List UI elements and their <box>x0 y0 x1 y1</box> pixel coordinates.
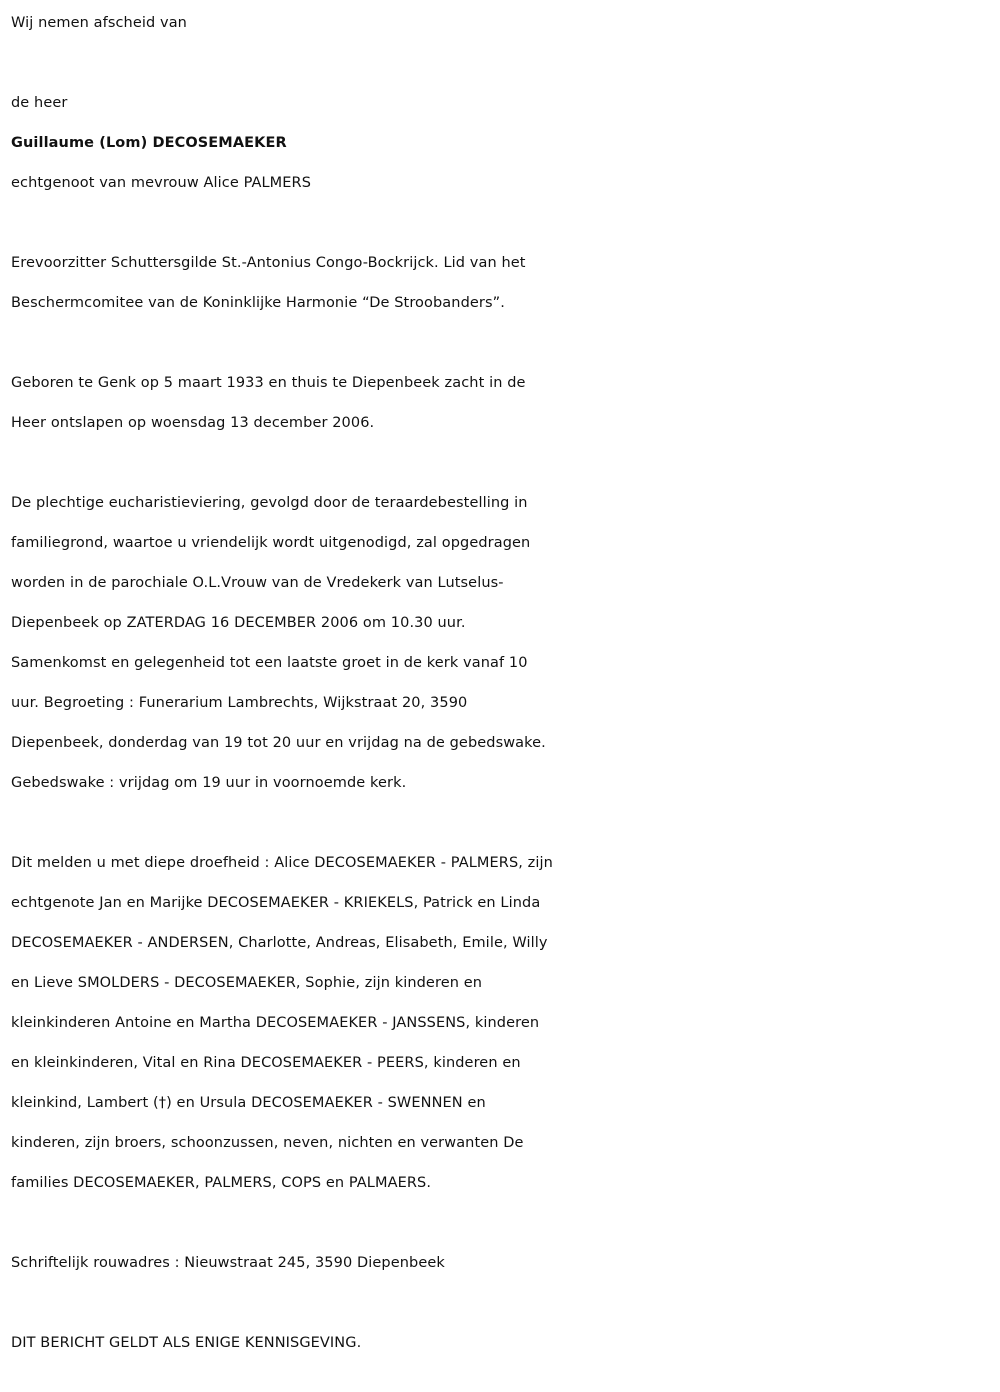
spacer <box>11 323 996 363</box>
birth-death-paragraph <box>11 363 996 443</box>
family-line: Dit melden u met diepe droefheid : Alice DECOSEMAEKER - PALMERS, zijn <box>11 855 553 871</box>
title-prefix: de heer <box>11 95 68 111</box>
ceremony-line: Gebedswake : vrijdag om 19 uur in voornoemde kerk. <box>11 775 407 791</box>
spacer <box>11 43 996 83</box>
ceremony-line: Diepenbeek op ZATERDAG 16 DECEMBER 2006 om 10.30 uur. <box>11 615 466 631</box>
family-line: DECOSEMAEKER - ANDERSEN, Charlotte, Andreas, Elisabeth, Emile, Willy <box>11 935 548 951</box>
spacer <box>11 1283 996 1323</box>
ceremony-line: Diepenbeek, donderdag van 19 tot 20 uur en vrijdag na de gebedswake. <box>11 735 546 751</box>
family-line: en Lieve SMOLDERS - DECOSEMAEKER, Sophie, zijn kinderen en <box>11 975 483 991</box>
honors-line: Erevoorzitter Schuttersgilde St.-Antonius Congo-Bockrijck. Lid van het <box>11 255 526 271</box>
deceased-name: Guillaume (Lom) DECOSEMAEKER <box>11 135 287 151</box>
ceremony-line: Samenkomst en gelegenheid tot een laatste groet in de kerk vanaf 10 <box>11 655 528 671</box>
spacer <box>11 1203 996 1243</box>
closing-notice: DIT BERICHT GELDT ALS ENIGE KENNISGEVING. <box>11 1335 362 1351</box>
honors-paragraph <box>11 243 996 323</box>
family-line: kinderen, zijn broers, schoonzussen, neven, nichten en verwanten De <box>11 1135 524 1151</box>
family-line: families DECOSEMAEKER, PALMERS, COPS en PALMAERS. <box>11 1175 432 1191</box>
family-line: kleinkind, Lambert (†) en Ursula DECOSEMAEKER - SWENNEN en <box>11 1095 486 1111</box>
ceremony-paragraph <box>11 483 996 803</box>
ceremony-line: worden in de parochiale O.L.Vrouw van de Vredekerk van Lutselus- <box>11 575 504 591</box>
family-line: echtgenote Jan en Marijke DECOSEMAEKER - KRIEKELS, Patrick en Linda <box>11 895 541 911</box>
birth-death-line: Geboren te Genk op 5 maart 1933 en thuis te Diepenbeek zacht in de <box>11 375 526 391</box>
mourning-address: Schriftelijk rouwadres : Nieuwstraat 245, 3590 Diepenbeek <box>11 1255 445 1271</box>
spacer <box>11 443 996 483</box>
spacer <box>11 203 996 243</box>
obituary-notice <box>11 3 996 1363</box>
ceremony-line: uur. Begroeting : Funerarium Lambrechts, Wijkstraat 20, 3590 <box>11 695 468 711</box>
spacer <box>11 803 996 843</box>
ceremony-line: familiegrond, waartoe u vriendelijk wordt uitgenodigd, zal opgedragen <box>11 535 531 551</box>
family-paragraph <box>11 843 996 1203</box>
intro-line: Wij nemen afscheid van <box>11 15 187 31</box>
spouse-line: echtgenoot van mevrouw Alice PALMERS <box>11 175 312 191</box>
ceremony-line: De plechtige eucharistieviering, gevolgd door de teraardebestelling in <box>11 495 528 511</box>
honors-line: Beschermcomitee van de Koninklijke Harmonie “De Stroobanders”. <box>11 295 505 311</box>
family-line: kleinkinderen Antoine en Martha DECOSEMAEKER - JANSSENS, kinderen <box>11 1015 540 1031</box>
birth-death-line: Heer ontslapen op woensdag 13 december 2006. <box>11 415 375 431</box>
family-line: en kleinkinderen, Vital en Rina DECOSEMAEKER - PEERS, kinderen en <box>11 1055 521 1071</box>
